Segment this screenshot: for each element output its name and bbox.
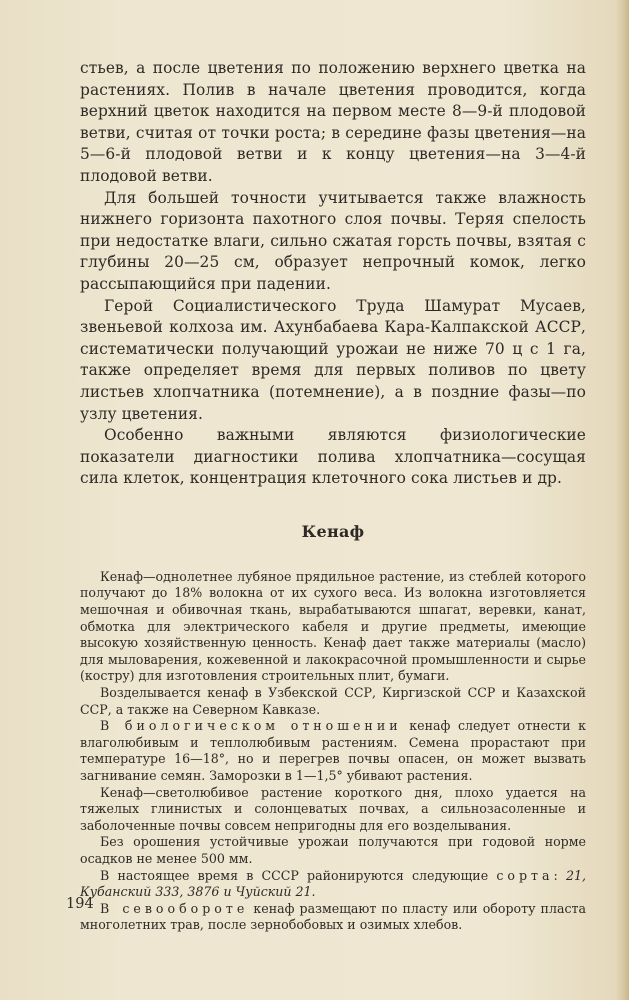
- page-number: 194: [66, 896, 94, 912]
- paragraph-3-rest: кенаф следует отнести к влаголюбивым и теплолюбивым растениям. Семена прорастают при температуре 16—18°, но и перегрев почвы опасен, он может вызвать загнивание семян. Заморозки в 1—1,5° убивают растения.: [80, 718, 586, 783]
- spaced-phrase-biology: В биологическом отношении: [100, 718, 402, 734]
- spaced-word-rotation: В севообороте: [100, 900, 249, 916]
- lower-paragraph-2: Возделывается кенаф в Узбекской ССР, Киргизской ССР и Казахской ССР, а также на Северном Кавказе.: [80, 685, 586, 717]
- lower-paragraph-7: [80, 901, 586, 934]
- upper-paragraph-4: Особенно важными являются физиологические показатели диагностики полива хлопчатника—сосущая сила клеток, концентрация клеточного сока листьев и др.: [80, 426, 586, 488]
- section-title: Кенаф: [301, 521, 365, 541]
- upper-paragraph-1: стьев, а после цветения по положению верхнего цветка на растениях. Полив в начале цветения проводится, когда верхний цветок находится на первом месте 8—9-й плодовой ветви, считая от точки роста; в середине фазы цветения—на 5—6-й плодовой ветви и к концу цветения—на 3—4-й плодовой ветви.: [80, 59, 586, 185]
- page-content: [80, 58, 586, 934]
- lower-paragraph-1: Кенаф—однолетнее лубяное прядильное растение, из стеблей которого получают до 18% волокна от их сухого веса. Из волокна изготовляется мешочная и обивочная ткань, вырабатываются шпагат, веревки, канат, обмотка для электрического кабеля и другие предметы, имеющие высокую хозяйственную ценность. Кенаф дает также материалы (масло) для мыловарения, кожевенной и лакокрасочной промышленности и сырье (кострy) для изготовления строительных плит, бумаги.: [80, 568, 586, 684]
- paragraph-6-colon: :: [553, 867, 566, 883]
- page-edge-shadow: [615, 0, 629, 1000]
- lower-paragraph-3: [80, 718, 586, 784]
- paragraph-6-start: В настоящее время в СССР районируются следующие: [100, 867, 497, 883]
- paragraph-7-rest: кенаф размещают по пласту или обороту пласта многолетних трав, после зернобобовых и озимых хлебов.: [80, 900, 586, 933]
- upper-paragraph-3: Герой Социалистического Труда Шамурат Мусаев, звеньевой колхоза им. Ахунбабаева Кара-Калпакской АССР, систематически получающий урожаи не ниже 70 ц с 1 га, также определяет время для первых поливов по цвету листьев хлопчатника (потемнение), а в поздние фазы—по узлу цветения.: [80, 296, 586, 423]
- spaced-word-varieties: сорта: [496, 867, 554, 883]
- lower-paragraph-5: Без орошения устойчивые урожаи получаются при годовой норме осадков не менее 500 мм.: [80, 834, 586, 866]
- lower-paragraph-4: Кенаф—светолюбивое растение короткого дня, плохо удается на тяжелых глинистых и солонцеватых почвах, а сильнозасоленные и заболоченные почвы совсем непригодны для его возделывания.: [80, 784, 586, 833]
- upper-paragraph-2: Для большей точности учитывается также влажность нижнего горизонта пахотного слоя почвы. Теряя спелость при недостатке влаги, сильно сжатая горсть почвы, взятая с глубины 20—25 см, образует непрочный комок, легко рассыпающийся при падении.: [80, 188, 586, 293]
- variety-list: 21, Кубанский 333, 3876 и Чуйский 21.: [80, 867, 586, 900]
- lower-paragraph-6: [80, 868, 586, 901]
